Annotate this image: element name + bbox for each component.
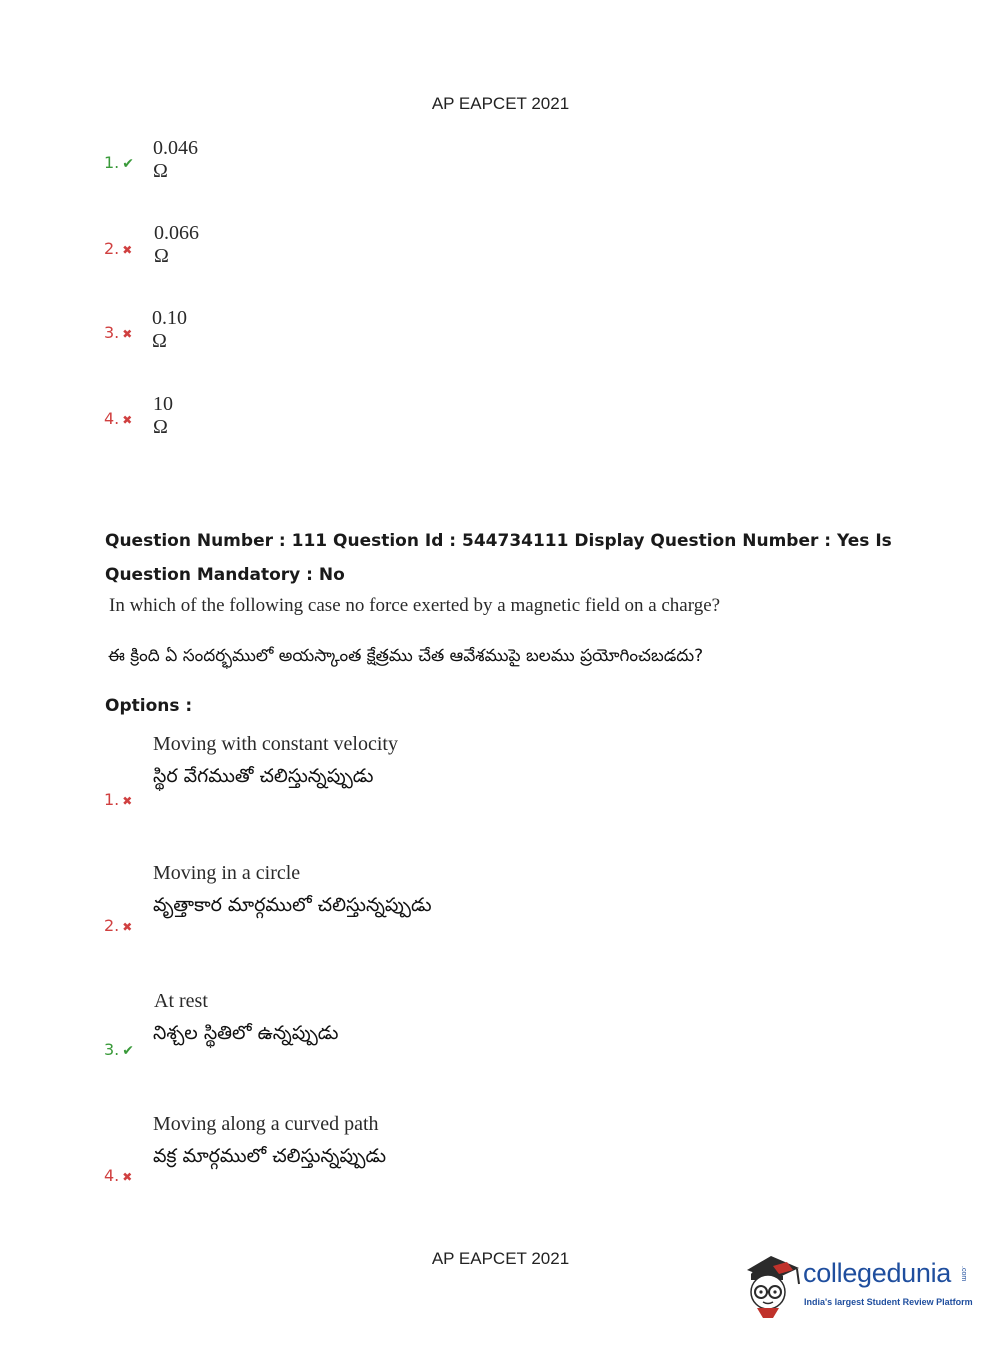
option-number: 2. xyxy=(104,916,120,935)
cross-icon: ✖ xyxy=(122,243,133,257)
logo-suffix: .com xyxy=(960,1266,967,1282)
option-text-telugu: స్థిర వేగముతో చలిస్తున్నప్పుడు xyxy=(153,765,374,787)
option-marker xyxy=(104,1166,132,1185)
page-header: AP EAPCET 2021 xyxy=(431,94,570,113)
option-marker xyxy=(104,153,134,172)
cross-icon: ✖ xyxy=(122,327,133,341)
option-text-telugu: నిశ్చల స్థితిలో ఉన్నప్పుడు xyxy=(153,1022,339,1044)
option-number: 3. xyxy=(104,323,120,342)
option-number: 1. xyxy=(104,790,120,809)
cross-icon: ✖ xyxy=(122,920,133,934)
option-marker xyxy=(104,790,132,809)
option-number: 4. xyxy=(104,409,120,428)
option-number: 2. xyxy=(104,239,120,258)
logo-wordmark: collegedunia xyxy=(803,1258,952,1288)
logo-tagline: India's largest Student Review Platform xyxy=(804,1297,973,1307)
option-text-english: Moving along a curved path xyxy=(153,1113,379,1135)
question-text-telugu: ఈ క్రింది ఏ సందర్భములో అయస్కాంత క్షేత్రము చేత ఆవేశముపై బలము ప్రయోగించబడదు? xyxy=(108,646,704,666)
mascot-icon xyxy=(743,1250,803,1320)
check-icon: ✔ xyxy=(122,156,134,172)
option-text-english: Moving in a circle xyxy=(153,862,301,884)
answer-value: 10 Ω xyxy=(153,393,173,438)
page-footer: AP EAPCET 2021 xyxy=(431,1249,570,1268)
option-marker xyxy=(104,916,132,935)
option-text-telugu: వక్ర మార్గములో చలిస్తున్నప్పుడు xyxy=(153,1145,387,1167)
answer-value: 0.066 Ω xyxy=(154,222,199,267)
option-marker xyxy=(104,323,132,342)
option-number: 1. xyxy=(104,153,120,172)
question-meta: Question Number : 111 Question Id : 544734111 Display Question Number : Yes Is Question Mandatory : No xyxy=(105,531,892,585)
cross-icon: ✖ xyxy=(122,413,133,427)
option-text-english: Moving with constant velocity xyxy=(153,733,398,755)
option-number: 3. xyxy=(104,1040,120,1059)
cross-icon: ✖ xyxy=(122,794,133,808)
question-text-english: In which of the following case no force exerted by a magnetic field on a charge? xyxy=(109,595,721,616)
option-text-telugu: వృత్తాకార మార్గములో చలిస్తున్నప్పుడు xyxy=(153,894,432,916)
answer-value: 0.046 Ω xyxy=(153,137,198,182)
option-marker xyxy=(104,409,132,428)
option-marker xyxy=(104,1040,134,1059)
option-text-english: At rest xyxy=(154,990,208,1012)
options-label: Options : xyxy=(105,696,193,716)
check-icon: ✔ xyxy=(122,1043,134,1059)
cross-icon: ✖ xyxy=(122,1170,133,1184)
option-marker xyxy=(104,239,132,258)
collegedunia-logo xyxy=(743,1250,973,1320)
answer-value: 0.10 Ω xyxy=(152,307,187,352)
option-number: 4. xyxy=(104,1166,120,1185)
